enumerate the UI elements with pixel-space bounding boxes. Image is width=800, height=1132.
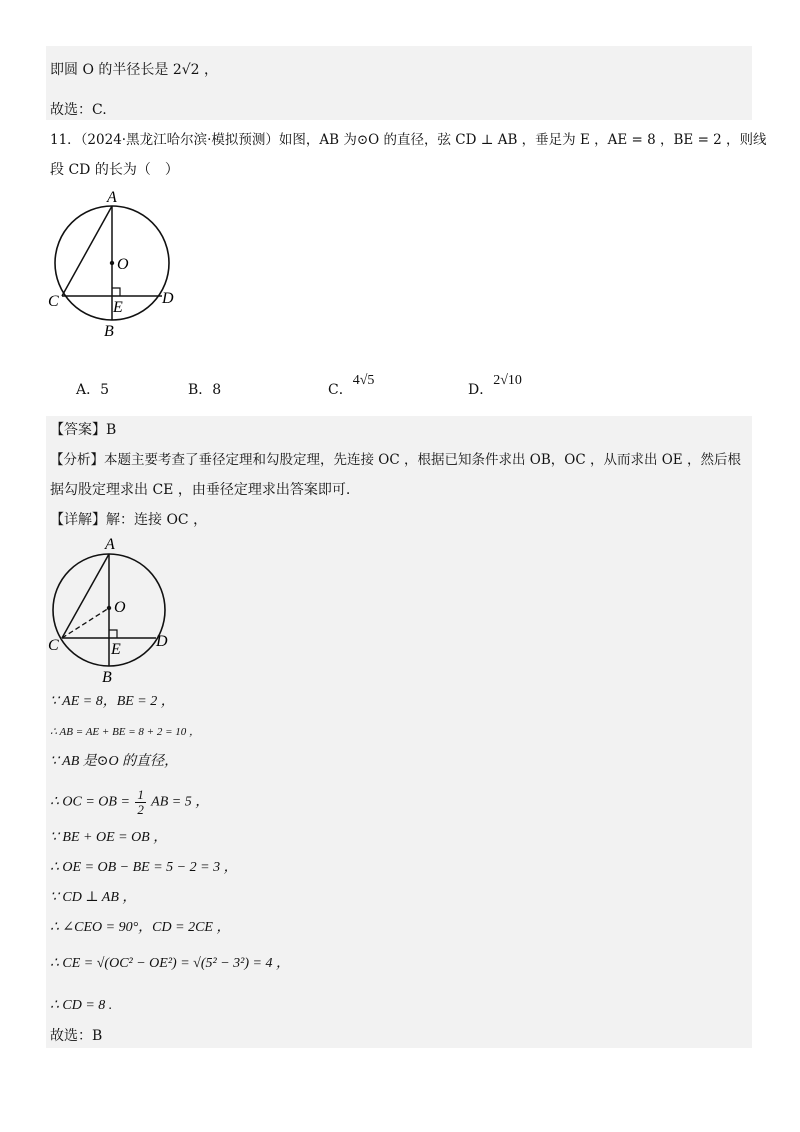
label-D: D [156, 633, 168, 650]
step-10: ∴ CD = 8 . [50, 998, 113, 1013]
detail-label: 【详解】解：连接 OC ， [50, 512, 208, 528]
option-a-letter: A． [76, 382, 101, 398]
label-A: A [107, 189, 117, 206]
prev-answer-block [46, 46, 752, 120]
label-B: B [104, 323, 114, 340]
final-choice: 故选：B [50, 1028, 103, 1044]
fraction-den: 2 [137, 802, 144, 817]
prev-choice: 故选：C. [50, 102, 107, 118]
option-d-letter: D． [468, 382, 494, 398]
analysis-line-2: 据勾股定理求出 CE ，由垂径定理求出答案即可. [50, 482, 351, 498]
option-b-value: 8 [212, 382, 222, 398]
option-c-letter: C． [328, 382, 353, 398]
label-O: O [114, 599, 126, 616]
step-3: ∵ AB 是⊙O 的直径， [50, 754, 179, 769]
option-a[interactable] [76, 380, 109, 400]
option-a-value: 5 [100, 382, 110, 398]
radius-line: 即圆 O 的半径长是 2√2 ， [50, 62, 219, 78]
label-E: E [111, 641, 121, 658]
question-line-2: 段 CD 的长为（ ） [50, 162, 179, 178]
label-O: O [117, 256, 129, 273]
fraction-num: 1 [137, 787, 144, 802]
option-c[interactable] [328, 373, 375, 401]
label-D: D [162, 290, 174, 307]
option-b[interactable] [188, 380, 221, 400]
step-9: ∴ CE = √(OC² − OE²) = √(5² − 3²) = 4 ， [50, 956, 290, 971]
solution-figure [44, 530, 194, 690]
step-1: ∵ AE = 8，BE = 2 ， [50, 694, 175, 709]
label-B: B [102, 669, 112, 686]
step-8: ∴ ∠CEO = 90°，CD = 2CE ， [50, 920, 231, 935]
analysis-line-1: 【分析】本题主要考查了垂径定理和勾股定理，先连接 OC ，根据已知条件求出 OB，OC ，从而求出 OE ，然后根 [50, 452, 741, 468]
option-b-letter: B． [188, 382, 213, 398]
step-4-right: AB = 5 ， [151, 794, 210, 810]
option-d[interactable] [468, 373, 522, 401]
step-2: ∴ AB = AE + BE = 8 + 2 = 10 ， [50, 726, 201, 738]
answer-label: 【答案】B [50, 422, 117, 438]
question-figure [44, 186, 194, 346]
option-d-value: 2√10 [493, 373, 522, 388]
option-c-value: 4√5 [352, 373, 375, 388]
label-C: C [48, 637, 59, 654]
step-4-left: ∴ OC = OB = [50, 794, 130, 810]
fraction-half [135, 788, 146, 817]
step-4 [50, 788, 209, 817]
question-line-1: 11．（2024·黑龙江哈尔滨·模拟预测）如图，AB 为⊙O 的直径，弦 CD ⊥ AB ，垂足为 E ，AE = 8 ，BE = 2 ，则线 [50, 132, 767, 148]
label-C: C [48, 293, 59, 310]
step-6: ∴ OE = OB − BE = 5 − 2 = 3 ， [50, 860, 238, 875]
step-5: ∵ BE + OE = OB ， [50, 830, 168, 845]
label-A: A [105, 536, 115, 553]
label-E: E [113, 299, 123, 316]
step-7: ∵ CD ⊥ AB ， [50, 890, 137, 905]
